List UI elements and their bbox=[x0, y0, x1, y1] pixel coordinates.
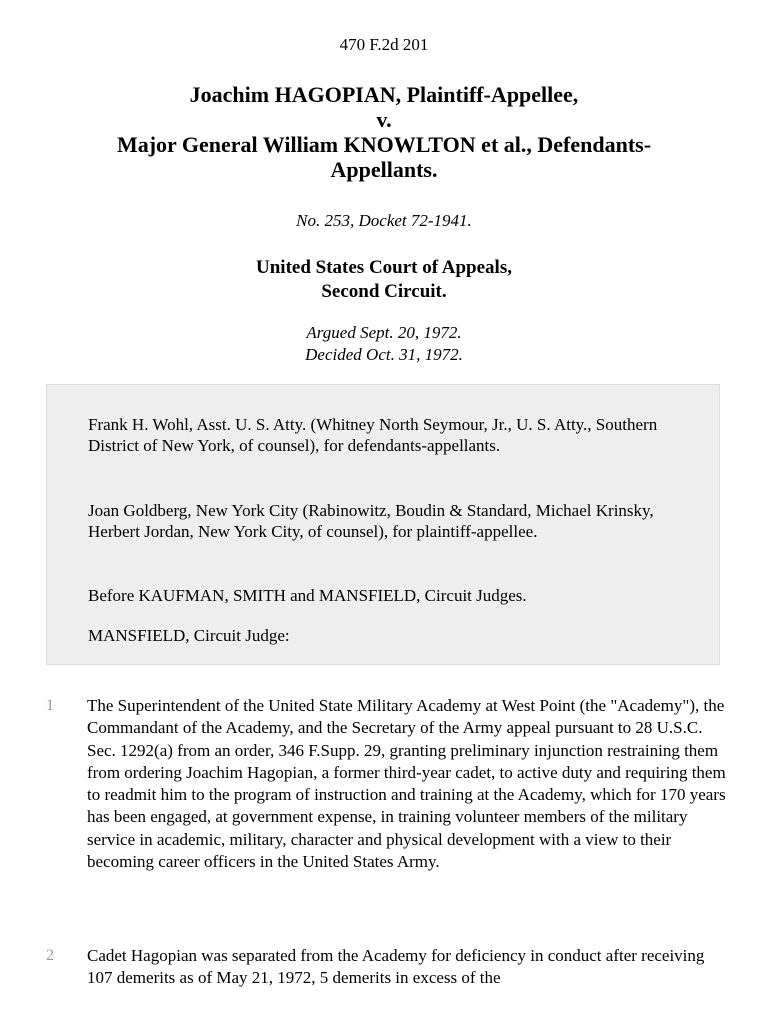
case-dates bbox=[0, 322, 768, 366]
counsel-defendants: Frank H. Wohl, Asst. U. S. Atty. (Whitney North Seymour, Jr., U. S. Atty., Southern District of New York, of counsel), for defendants-appellants. bbox=[88, 415, 658, 455]
court-name bbox=[0, 256, 768, 304]
court-name-line2: Second Circuit. bbox=[321, 281, 447, 302]
decided-date: Decided Oct. 31, 1972. bbox=[305, 345, 463, 364]
case-title-defendants: Major General William KNOWLTON et al., Defendants- bbox=[116, 132, 652, 157]
opinion-author: MANSFIELD, Circuit Judge: bbox=[88, 626, 290, 645]
counsel-box bbox=[46, 384, 720, 665]
court-name-line1: United States Court of Appeals, bbox=[256, 257, 512, 278]
case-title-versus: v. bbox=[376, 107, 392, 132]
case-title bbox=[40, 82, 728, 182]
case-citation: 470 F.2d 201 bbox=[339, 35, 429, 54]
paragraph-number: 2 bbox=[46, 947, 54, 964]
case-title-plaintiff: Joachim HAGOPIAN, Plaintiff-Appellee, bbox=[189, 82, 579, 107]
panel-judges: Before KAUFMAN, SMITH and MANSFIELD, Circuit Judges. bbox=[88, 586, 527, 605]
paragraph-text: The Superintendent of the United State Military Academy at West Point (the "Academy"), the Commandant of the Academy, and the Secretary of the Army appeal pursuant to 28 U.S.C. Sec. 1292(a) from an order, 346 F.Supp. 29, granting preliminary injunction restraining them from ordering Joachim Hagopian, a former third-year cadet, to active duty and requiring them to readmit him to the program of instruction and training at the Academy, which for 170 years has been engaged, at government expense, in training volunteer members of the military service in academic, military, character and physical development with a view to their becoming career officers in the United States Army. bbox=[87, 696, 726, 872]
counsel-plaintiff: Joan Goldberg, New York City (Rabinowitz, Boudin & Standard, Michael Krinsky, Herbert Jordan, New York City, of counsel), for plaintiff-appellee. bbox=[88, 501, 654, 541]
case-title-defendants-cont: Appellants. bbox=[330, 157, 438, 182]
argued-date: Argued Sept. 20, 1972. bbox=[306, 323, 462, 342]
docket-number: No. 253, Docket 72-1941. bbox=[296, 211, 472, 230]
paragraph-text: Cadet Hagopian was separated from the Academy for deficiency in conduct after receiving 107 demerits as of May 21, 1972, 5 demerits in excess of the bbox=[87, 946, 705, 988]
paragraph-number: 1 bbox=[46, 697, 54, 714]
